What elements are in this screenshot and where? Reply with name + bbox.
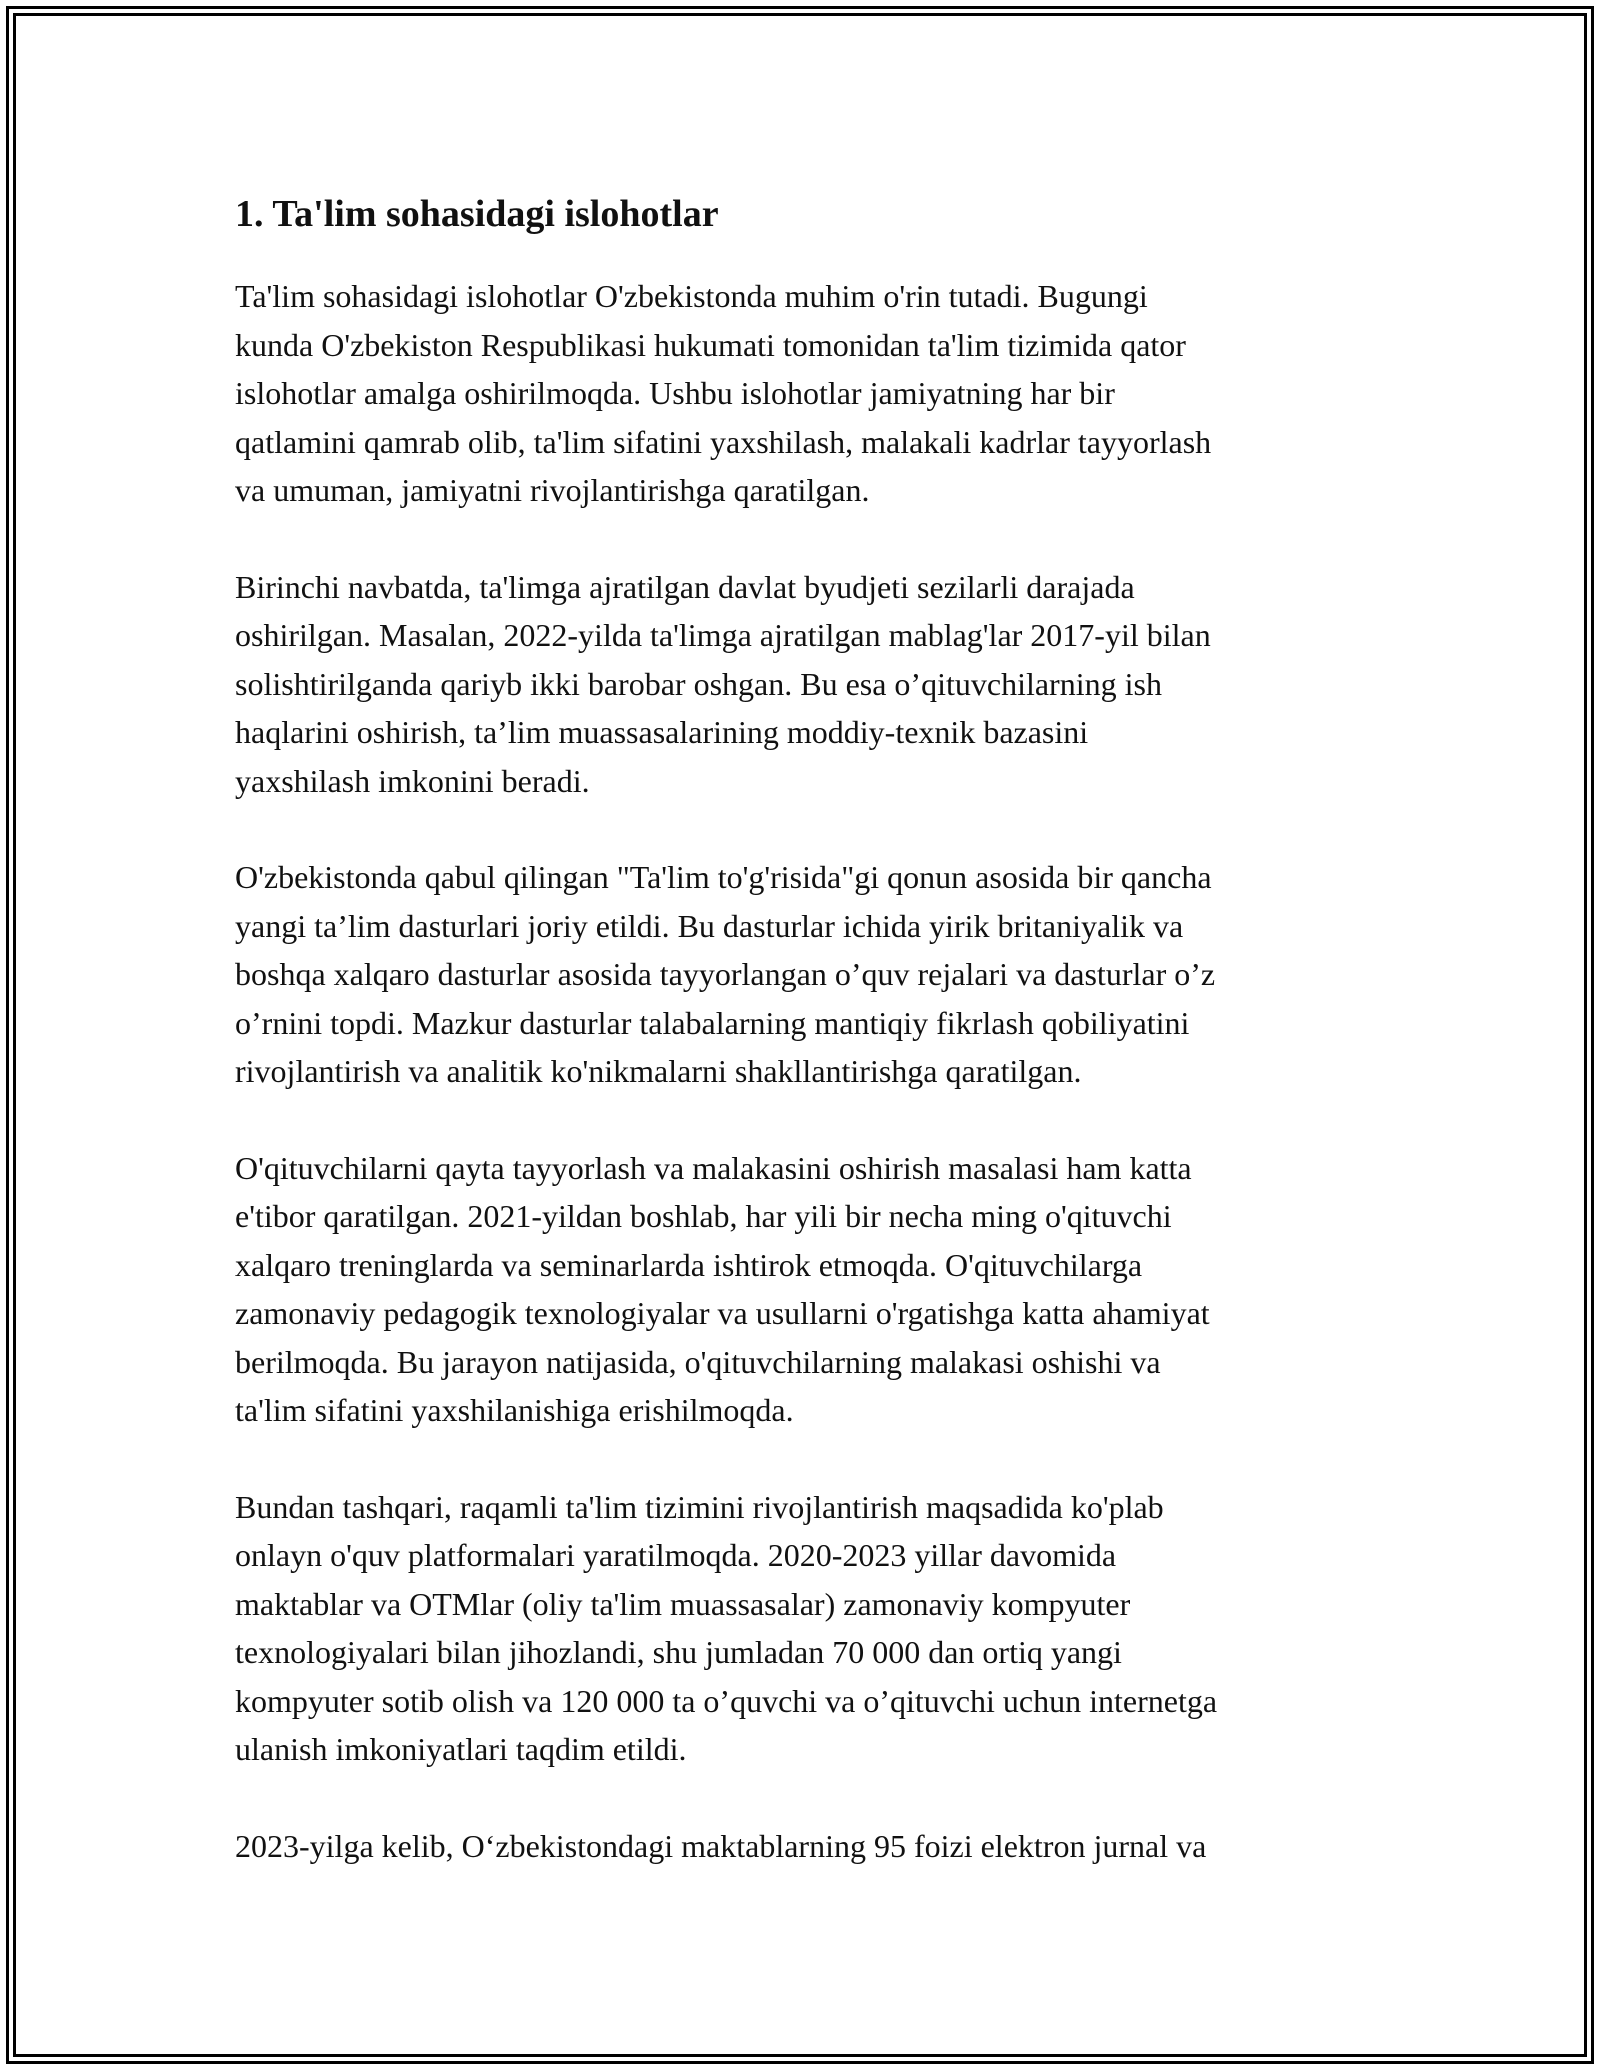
section-heading: 1. Ta'lim sohasidagi islohotlar xyxy=(235,193,719,235)
document-body xyxy=(235,190,1365,1918)
text-line: haqlarini oshirish, ta’lim muassasalarining moddiy-texnik bazasini xyxy=(235,714,1089,750)
text-line: berilmoqda. Bu jarayon natijasida, o'qituvchilarning malakasi oshishi va xyxy=(235,1343,1161,1380)
text-line: onlayn o'quv platformalari yaratilmoqda. 2020-2023 yillar davomida xyxy=(235,1537,1117,1573)
text-line: o’rnini topdi. Mazkur dasturlar talabalarning mantiqiy fikrlash qobiliyatini xyxy=(235,1004,1190,1041)
text-line: ulanish imkoniyatlari taqdim etildi. xyxy=(235,1731,687,1767)
text-line: yangi ta’lim dasturlari joriy etildi. Bu dasturlar ichida yirik britaniyalik va xyxy=(235,907,1184,944)
text-line: xalqaro treninglarda va seminarlarda ishtirok etmoqda. O'qituvchilarga xyxy=(235,1246,1143,1283)
paragraph-4 xyxy=(235,1144,1365,1435)
text-line: zamonaviy pedagogik texnologiyalar va usullarni o'rgatishga katta ahamiyat xyxy=(235,1295,1210,1331)
text-line: solishtirilganda qariyb ikki barobar oshgan. Bu esa o’qituvchilarning ish xyxy=(235,665,1162,702)
text-line: ta'lim sifatini yaxshilanishiga erishilmoqda. xyxy=(235,1392,794,1428)
text-line: kunda O'zbekiston Respublikasi hukumati tomonidan ta'lim tizimida qator xyxy=(235,326,1186,363)
text-line: yaxshilash imkonini beradi. xyxy=(235,762,590,799)
text-line: boshqa xalqaro dasturlar asosida tayyorlangan o’quv rejalari va dasturlar o’z xyxy=(235,956,1216,992)
text-line: maktablar va OTMlar (oliy ta'lim muassasalar) zamonaviy kompyuter xyxy=(235,1585,1131,1622)
text-line: Ta'lim sohasidagi islohotlar O'zbekistonda muhim o'rin tutadi. Bugungi xyxy=(235,278,1148,314)
text-line: Bundan tashqari, raqamli ta'lim tizimini rivojlantirish maqsadida ko'plab xyxy=(235,1488,1164,1525)
text-line: rivojlantirish va analitik ko'nikmalarni shakllantirishga qaratilgan. xyxy=(235,1053,1082,1089)
paragraph-6 xyxy=(235,1822,1365,1871)
text-line: e'tibor qaratilgan. 2021-yildan boshlab, har yili bir necha ming o'qituvchi xyxy=(235,1198,1172,1234)
text-line: O'qituvchilarni qayta tayyorlash va malakasini oshirish masalasi ham katta xyxy=(235,1149,1192,1186)
text-line: qatlamini qamrab olib, ta'lim sifatini yaxshilash, malakali kadrlar tayyorlash xyxy=(235,423,1212,460)
paragraph-3 xyxy=(235,853,1365,1096)
text-line: kompyuter sotib olish va 120 000 ta o’quvchi va o’qituvchi uchun internetga xyxy=(235,1682,1218,1719)
text-line: 2023-yilga kelib, O‘zbekistondagi maktablarning 95 foizi elektron jurnal va xyxy=(235,1827,1207,1864)
text-line: islohotlar amalga oshirilmoqda. Ushbu islohotlar jamiyatning har bir xyxy=(235,375,1115,411)
text-line: texnologiyalari bilan jihozlandi, shu jumladan 70 000 dan ortiq yangi xyxy=(235,1634,1122,1670)
paragraph-2 xyxy=(235,563,1365,806)
text-line: va umuman, jamiyatni rivojlantirishga qaratilgan. xyxy=(235,472,870,508)
text-line: O'zbekistonda qabul qilingan "Ta'lim to'g'risida"gi qonun asosida bir qancha xyxy=(235,859,1212,895)
text-line: oshirilgan. Masalan, 2022-yilda ta'limga ajratilgan mablag'lar 2017-yil bilan xyxy=(235,617,1211,653)
text-line: Birinchi navbatda, ta'limga ajratilgan davlat byudjeti sezilarli darajada xyxy=(235,568,1135,605)
paragraph-5 xyxy=(235,1483,1365,1774)
paragraph-1 xyxy=(235,272,1365,515)
